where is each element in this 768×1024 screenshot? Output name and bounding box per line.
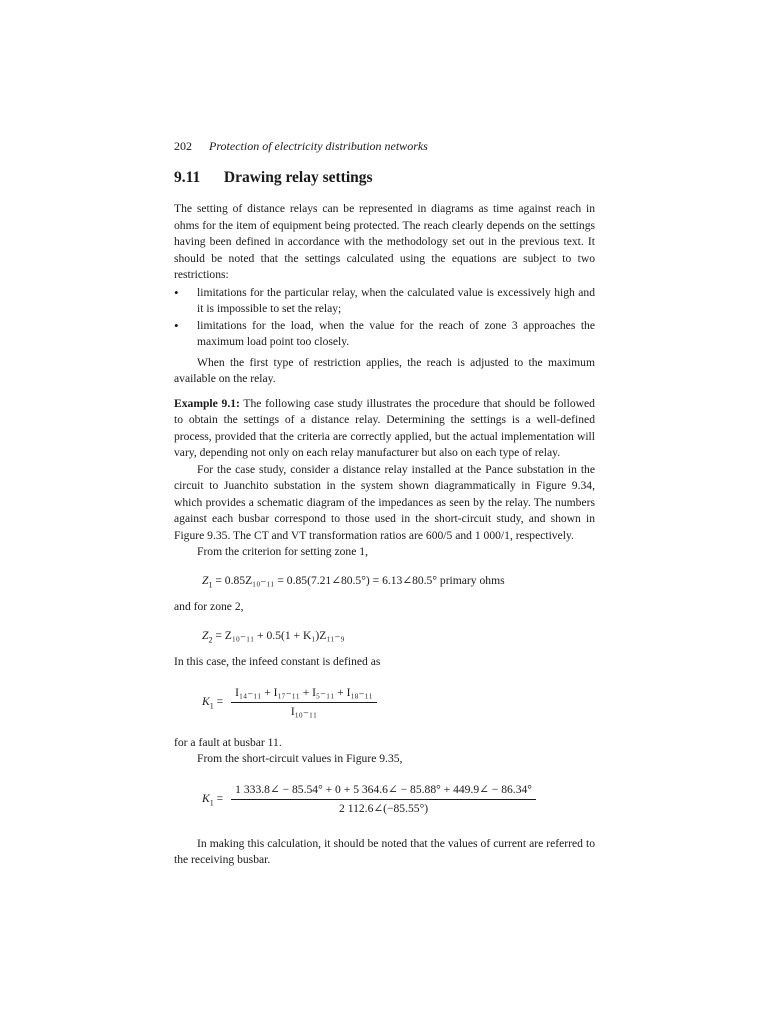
running-head xyxy=(174,139,599,154)
bullet-icon: • xyxy=(174,317,179,333)
restriction-list xyxy=(174,285,595,351)
page-number: 202 xyxy=(174,139,192,153)
equation-z2: $Z_2 = Z_{10-11} + 0.5(1 + K_1)Z_{11-9}$ xyxy=(202,628,345,644)
equation-z1-text: = 0.85Z₁₀₋₁₁ = 0.85(7.21∠80.5°) = 6.13∠80.5° primary ohms xyxy=(215,573,505,587)
paragraph-zone2: and for zone 2, xyxy=(174,600,244,613)
paragraph-intro: The setting of distance relays can be represented in diagrams as time against reach in ohms for the item of equipment being protected. The reach clearly depends on the settings having been defined in accordance with the methodology set out in the previous text. It should be noted that the settings calculated using the equations are subject to two restrictions: xyxy=(174,202,595,281)
k1-definition-fraction xyxy=(231,685,377,721)
paragraph-zone1-criterion: From the criterion for setting zone 1, xyxy=(197,545,368,558)
list-item-text: limitations for the particular relay, when the calculated value is excessively high and it is impossible to set the relay; xyxy=(197,285,595,315)
equation-k1-definition: $K_1$ = $\frac{\text{I₁₄₋₁₁ + I₁₇₋₁₁ + I₅₋₁₁ + I₁₈₋₁₁}}{\text{I₁₀₋₁₁}}$ xyxy=(174,685,595,721)
k1-value-numerator: 1 333.8∠ − 85.54° + 0 + 5 364.6∠ − 85.88° + 449.9∠ − 86.34° xyxy=(231,782,536,801)
section-heading xyxy=(174,169,599,187)
k1-definition-denominator: I₁₀₋₁₁ xyxy=(290,705,318,718)
k1-definition-numerator: I₁₄₋₁₁ + I₁₇₋₁₁ + I₅₋₁₁ + I₁₈₋₁₁ xyxy=(231,685,377,704)
k1-value-denominator: 2 112.6∠(−85.55°) xyxy=(339,802,429,815)
equation-z1: $Z_1 = 0.85Z_{10-11}$ = 0.85(7.21∠80.5°) = 6.13∠80.5° primary ohms xyxy=(202,573,505,589)
list-item xyxy=(174,285,595,318)
list-item-text: limitations for the load, when the value for the reach of zone 3 approaches the maximum load point too closely. xyxy=(197,318,595,348)
paragraph-case-study: For the case study, consider a distance relay installed at the Pance substation in the circuit to Juanchito substation in the system shown diagrammatically in Figure 9.34, which provides a schematic diagram of the impedances as seen by the relay. The numbers against each busbar correspond to those used in the short-circuit study, and shown in Figure 9.35. The CT and VT transformation ratios are 600/5 and 1 000/1, respectively. xyxy=(174,462,595,542)
k1-value-fraction xyxy=(231,782,536,818)
section-number: 9.11 xyxy=(174,169,201,186)
equation-k1-value: $K_1$ = $\frac{1 333.8\angle - 85.54^\circ + 0 + 5 364.6\angle - 85.88^\circ + 449.9\angle - 86.34^\circ}{2 112.6\angle(-85.55^\circ)}$ xyxy=(174,782,595,818)
bullet-icon: • xyxy=(174,284,179,300)
paragraph-example xyxy=(174,396,595,462)
paragraph-fault-busbar: for a fault at busbar 11. xyxy=(174,735,282,749)
paragraph-short-circuit: From the short-circuit values in Figure 9.35, xyxy=(197,752,403,765)
equation-z2-text: = Z₁₀₋₁₁ + 0.5(1 + K₁)Z₁₁₋₉ xyxy=(215,628,345,642)
example-label: Example 9.1: xyxy=(174,396,240,410)
body-text xyxy=(174,201,595,869)
section-title: Drawing relay settings xyxy=(223,169,373,186)
paragraph-restriction: When the first type of restriction applies, the reach is adjusted to the maximum available on the relay. xyxy=(174,355,595,385)
list-item xyxy=(174,318,595,351)
book-title: Protection of electricity distribution networks xyxy=(209,139,428,153)
paragraph-infeed: In this case, the infeed constant is defined as xyxy=(174,655,381,668)
paragraph-receiving-busbar: In making this calculation, it should be noted that the values of current are referred to the receiving busbar. xyxy=(174,836,595,866)
example-text: The following case study illustrates the procedure that should be followed to obtain the settings of a distance relay. Determining the settings is a well-defined process, provided that the criteria are correctly applied, but the actual implementation will vary, depending not only on each relay manufacturer but also on each type of relay. xyxy=(174,396,595,459)
